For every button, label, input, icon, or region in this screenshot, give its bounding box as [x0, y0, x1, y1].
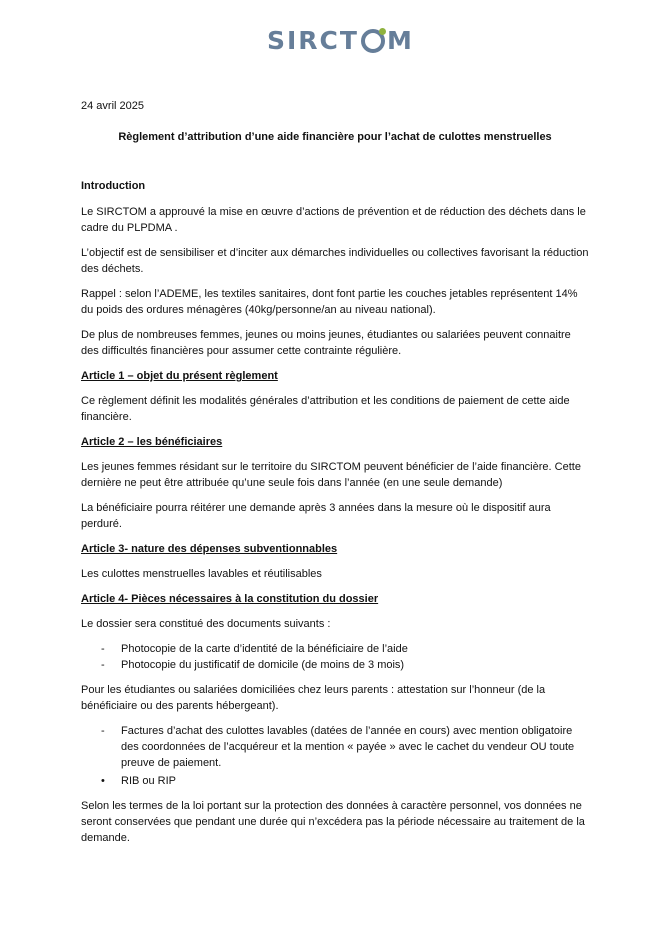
- privacy-paragraph: Selon les termes de la loi portant sur la protection des données à caractère personnel, vos données ne seront conservées que pendant une durée qui n’excédera pas la période nécessaire au traitement de la demande.: [81, 800, 585, 844]
- sirctom-logo: [267, 26, 414, 55]
- article-4-heading: Article 4- Pièces nécessaires à la constitution du dossier: [81, 593, 379, 605]
- article-2-heading: Article 2 – les bénéficiaires: [81, 436, 223, 448]
- article-3-heading: Article 3- nature des dépenses subventionnables: [81, 543, 338, 555]
- intro-heading: Introduction: [81, 180, 146, 192]
- intro-paragraph: Rappel : selon l’ADEME, les textiles sanitaires, dont font partie les couches jetables représentent 14% du poids des ordures ménagères (40kg/personne/an au niveau national).: [81, 288, 578, 316]
- document-date: 24 avril 2025: [81, 100, 144, 112]
- list-item: - Factures d’achat des culottes lavables (datées de l’année en cours) avec mention obligatoire des coordonnées de l’acquéreur et la mention « payée » avec le cachet du vendeur OU toute preuve de paiement.: [81, 723, 589, 771]
- list-item: - Photocopie du justificatif de domicile (de moins de 3 mois): [81, 657, 589, 673]
- document-title: Règlement d’attribution d’une aide financière pour l’achat de culottes menstruelles: [118, 131, 552, 143]
- list-item: • RIB ou RIP: [81, 773, 589, 789]
- article-1-heading: Article 1 – objet du présent règlement: [81, 370, 278, 382]
- logo-text-end: M: [386, 26, 414, 55]
- article-4-intro: Le dossier sera constitué des documents suivants :: [81, 618, 331, 630]
- intro-paragraph: L’objectif est de sensibiliser et d’inciter aux démarches individuelles ou collectives favorisant la réduction des déchets.: [81, 247, 589, 275]
- intro-paragraph: De plus de nombreuses femmes, jeunes ou moins jeunes, étudiantes ou salariées peuvent connaitre des difficultés financières pour assumer cette contrainte régulière.: [81, 329, 571, 357]
- proof-list: [81, 723, 589, 789]
- intro-paragraph: Le SIRCTOM a approuvé la mise en œuvre d’actions de prévention et de réduction des déchets dans le cadre du PLPDMA .: [81, 206, 586, 234]
- students-paragraph: Pour les étudiantes ou salariées domiciliées chez leurs parents : attestation sur l’honneur (de la bénéficiaire ou des parents hébergeant).: [81, 684, 546, 712]
- documents-list: [81, 641, 589, 673]
- list-item: - Photocopie de la carte d’identité de la bénéficiaire de l’aide: [81, 641, 589, 657]
- article-2-paragraph: Les jeunes femmes résidant sur le territoire du SIRCTOM peuvent bénéficier de l’aide financière. Cette dernière ne peut être attribuée qu’une seule fois dans l’année (en une seule demande): [81, 461, 581, 489]
- article-3-paragraph: Les culottes menstruelles lavables et réutilisables: [81, 568, 322, 580]
- document-body: [81, 98, 589, 855]
- logo-text-start: SIRCT: [267, 26, 359, 55]
- logo-o-icon: [361, 29, 385, 53]
- article-1-paragraph: Ce règlement définit les modalités générales d’attribution et les conditions de paiement de cette aide financière.: [81, 395, 570, 423]
- article-2-paragraph: La bénéficiaire pourra réitérer une demande après 3 années dans la mesure où le dispositif aura perduré.: [81, 502, 551, 530]
